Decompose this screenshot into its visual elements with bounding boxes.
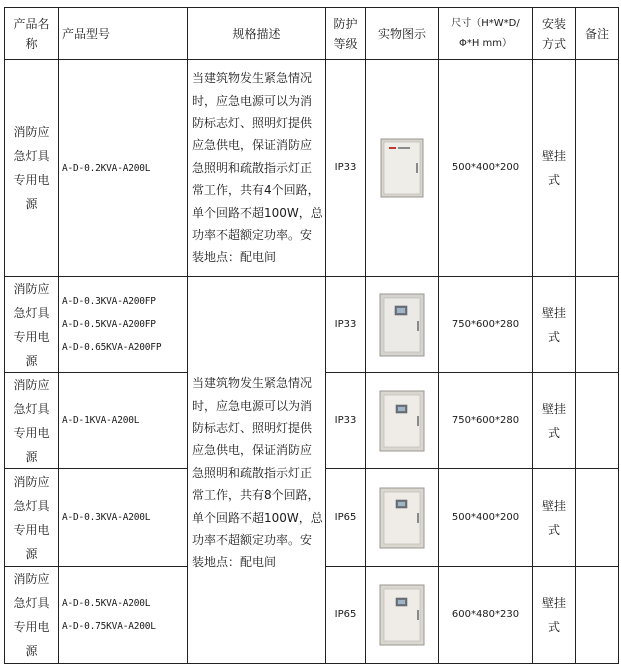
row3-name-line1: 消防应 bbox=[13, 377, 50, 392]
row5-name-line2: 急灯具 bbox=[13, 596, 50, 610]
spec1-line5: 急照明和疏散指示灯正 bbox=[192, 160, 313, 175]
row4-name-line3: 专用电 bbox=[13, 522, 50, 537]
spec2-line3: 防标志灯、照明灯提供 bbox=[192, 420, 313, 435]
row3-name-line3: 专用电 bbox=[13, 425, 50, 440]
row1-install bbox=[533, 60, 575, 276]
spec1-line7: 单个回路不超100W，总 bbox=[192, 205, 323, 220]
row3-protection: IP33 bbox=[334, 414, 357, 426]
row1-install-line1: 壁挂 bbox=[541, 149, 566, 163]
row5-name-line3: 专用电 bbox=[13, 620, 50, 634]
row3-remark bbox=[576, 373, 618, 468]
row3-install-line2: 式 bbox=[547, 425, 560, 440]
row1-install-line2: 式 bbox=[547, 173, 560, 187]
cabinet-photo-icon bbox=[380, 138, 424, 198]
row5-protection: IP65 bbox=[334, 609, 357, 620]
row2-model-3: A-D-0.65KVA-A200FP bbox=[62, 342, 162, 353]
row1-photo bbox=[366, 60, 438, 276]
header-size bbox=[439, 8, 532, 59]
header-product-name-line2: 称 bbox=[25, 36, 38, 51]
spec2-line1: 当建筑物发生紧急情况 bbox=[192, 376, 313, 391]
row2-model-2: A-D-0.5KVA-A200FP bbox=[62, 319, 156, 330]
spec2-line7: 单个回路不超100W，总 bbox=[192, 510, 323, 525]
row4-photo bbox=[366, 469, 438, 566]
spec2-line9: 装地点：配电间 bbox=[192, 555, 277, 570]
spec1-line4: 应急供电，保证消防应 bbox=[192, 138, 313, 153]
row3-name-line2: 急灯具 bbox=[13, 401, 50, 416]
row1-remark bbox=[576, 60, 618, 276]
row4-name-line4: 源 bbox=[25, 546, 38, 561]
row2-remark bbox=[576, 277, 618, 372]
spec2-line8: 功率不超额定功率。安 bbox=[192, 533, 313, 548]
row2-photo bbox=[366, 277, 438, 372]
header-protection bbox=[326, 8, 365, 59]
cabinet-photo-icon bbox=[379, 584, 425, 646]
row3-product-name bbox=[5, 373, 58, 468]
row2-models bbox=[59, 277, 187, 372]
row1-protection: IP33 bbox=[334, 162, 357, 173]
row1-name-line4: 源 bbox=[25, 197, 38, 211]
row2-size: 750*600*280 bbox=[451, 318, 520, 330]
row2-install-line1: 壁挂 bbox=[541, 305, 566, 320]
row2-name-line1: 消防应 bbox=[13, 281, 50, 296]
header-install-line2: 方式 bbox=[541, 36, 566, 51]
row1-product-name bbox=[5, 60, 58, 276]
spec1-line3: 防标志灯、照明灯提供 bbox=[192, 115, 313, 130]
header-install bbox=[533, 8, 575, 59]
spec1-line6: 常工作，共有4个回路， bbox=[192, 183, 320, 198]
spec2-line6: 常工作，共有8个回路， bbox=[192, 488, 320, 503]
spec1-line9: 装地点：配电间 bbox=[192, 250, 277, 265]
header-protection-line1: 防护 bbox=[333, 16, 358, 31]
row2-install-line2: 式 bbox=[547, 329, 560, 344]
spec1-line2: 时，应急电源可以为消 bbox=[192, 93, 313, 108]
row3-install-line1: 壁挂 bbox=[541, 401, 566, 416]
row2-name-line3: 专用电 bbox=[13, 329, 50, 344]
header-product-name bbox=[5, 8, 58, 59]
header-spec: 规格描述 bbox=[232, 26, 281, 41]
spec2-line5: 急照明和疏散指示灯正 bbox=[192, 465, 313, 480]
row5-photo bbox=[366, 567, 438, 663]
row5-name-line1: 消防应 bbox=[13, 572, 50, 586]
row1-spec bbox=[188, 60, 325, 276]
row4-model: A-D-0.3KVA-A200L bbox=[62, 512, 151, 523]
row5-name-line4: 源 bbox=[25, 644, 38, 658]
row4-install-line1: 壁挂 bbox=[541, 498, 566, 513]
header-photo: 实物图示 bbox=[377, 26, 426, 41]
row4-remark bbox=[576, 469, 618, 566]
row2-product-name bbox=[5, 277, 58, 372]
row3-name-line4: 源 bbox=[25, 449, 38, 464]
row5-remark bbox=[576, 567, 618, 663]
header-protection-line2: 等级 bbox=[333, 36, 358, 51]
row1-name-line2: 急灯具 bbox=[13, 149, 50, 163]
row5-install-line2: 式 bbox=[547, 620, 560, 634]
row1-name-line1: 消防应 bbox=[13, 125, 50, 139]
row4-protection: IP65 bbox=[334, 511, 357, 523]
row4-install bbox=[533, 469, 575, 566]
row5-models bbox=[59, 567, 187, 663]
row3-model: A-D-1KVA-A200L bbox=[62, 415, 140, 426]
header-remark: 备注 bbox=[584, 26, 609, 41]
row5-install bbox=[533, 567, 575, 663]
cabinet-photo-icon bbox=[379, 293, 425, 357]
row5-model-2: A-D-0.75KVA-A200L bbox=[62, 621, 156, 632]
row2-protection: IP33 bbox=[334, 318, 357, 330]
header-size-line2: Φ*H mm） bbox=[458, 37, 513, 49]
rows2-5-spec bbox=[188, 277, 325, 663]
row3-install bbox=[533, 373, 575, 468]
row4-size: 500*400*200 bbox=[451, 511, 520, 523]
row2-name-line4: 源 bbox=[25, 353, 38, 368]
row3-size: 750*600*280 bbox=[451, 414, 520, 426]
row5-product-name bbox=[5, 567, 58, 663]
row2-install bbox=[533, 277, 575, 372]
row4-name-line1: 消防应 bbox=[13, 474, 50, 489]
cabinet-photo-icon bbox=[379, 390, 425, 452]
spec1-line8: 功率不超额定功率。安 bbox=[192, 228, 313, 243]
row2-model-1: A-D-0.3KVA-A200FP bbox=[62, 296, 156, 307]
row2-name-line2: 急灯具 bbox=[13, 305, 50, 320]
row1-name-line3: 专用电 bbox=[13, 173, 50, 187]
row4-name-line2: 急灯具 bbox=[13, 498, 50, 513]
row5-install-line1: 壁挂 bbox=[541, 596, 566, 610]
row3-photo bbox=[366, 373, 438, 468]
header-size-line1: 尺寸（H*W*D/ bbox=[451, 17, 520, 29]
row4-product-name bbox=[5, 469, 58, 566]
header-product-name-line1: 产品名 bbox=[13, 16, 50, 31]
cabinet-photo-icon bbox=[379, 487, 425, 549]
row1-size: 500*400*200 bbox=[451, 162, 520, 173]
spec2-line4: 应急供电，保证消防应 bbox=[192, 443, 313, 458]
row5-size: 600*480*230 bbox=[451, 609, 520, 620]
spec1-line1: 当建筑物发生紧急情况 bbox=[192, 71, 313, 86]
header-model: 产品型号 bbox=[62, 26, 111, 41]
row4-install-line2: 式 bbox=[547, 522, 560, 537]
spec2-line2: 时，应急电源可以为消 bbox=[192, 398, 313, 413]
row5-model-1: A-D-0.5KVA-A200L bbox=[62, 598, 151, 609]
header-install-line1: 安装 bbox=[541, 16, 566, 31]
row1-model: A-D-0.2KVA-A200L bbox=[62, 162, 151, 174]
